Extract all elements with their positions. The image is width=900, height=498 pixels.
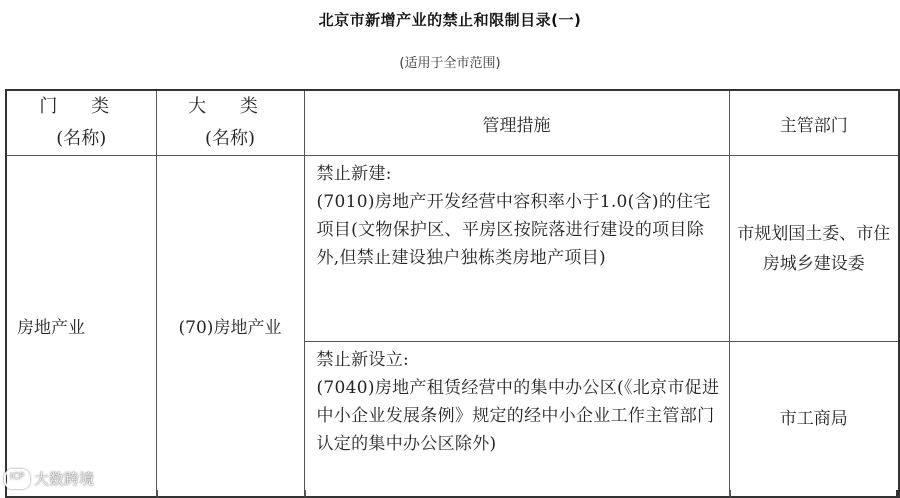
header-major-class: [156, 90, 304, 156]
measure-text: (7040)房地产租赁经营中的集中办公区(《北京市促进中小企业发展条例》规定的经中小企业工作主管部门认定的集中办公区除外): [316, 378, 720, 454]
continuation-divider: [730, 490, 731, 497]
header-major-class-sub: (名称): [204, 128, 256, 149]
document-title: 北京市新增产业的禁止和限制目录(一): [318, 11, 582, 29]
catalog-table: [5, 89, 900, 498]
measure-heading: 禁止新设立:: [316, 350, 410, 370]
header-category-sub: (名称): [56, 128, 107, 149]
measure-text: (7010)房地产开发经营中容积率小于1.0(含)的住宅项目(文物保护区、平房区按院落进行建设的项目除外,但禁止建设独户独栋类房地产项目): [316, 192, 711, 268]
table-header-row: [6, 90, 899, 156]
measure-heading: 禁止新建:: [316, 164, 392, 184]
watermark-logo: ICP: [4, 469, 30, 489]
header-category: [6, 90, 156, 156]
measure-cell: [304, 342, 729, 497]
table-continuation: [5, 490, 898, 497]
continuation-divider: [157, 490, 158, 497]
header-department: 主管部门: [729, 90, 899, 156]
table-row: [6, 156, 899, 342]
department-cell: 市规划国土委、市住房城乡建设委: [729, 156, 899, 342]
watermark: [4, 468, 94, 489]
header-category-title: 门 类: [39, 96, 124, 117]
category-cell: 房地产业: [6, 156, 156, 497]
watermark-text: 大数跨境: [34, 470, 95, 488]
continuation-divider: [305, 490, 306, 497]
document-subtitle: (适用于全市范围): [399, 56, 501, 71]
header-major-class-title: 大 类: [188, 96, 272, 117]
major-class-cell: (70)房地产业: [156, 156, 304, 497]
measure-cell: [304, 156, 729, 342]
department-cell: 市工商局: [729, 342, 899, 497]
header-measures: 管理措施: [304, 90, 729, 156]
